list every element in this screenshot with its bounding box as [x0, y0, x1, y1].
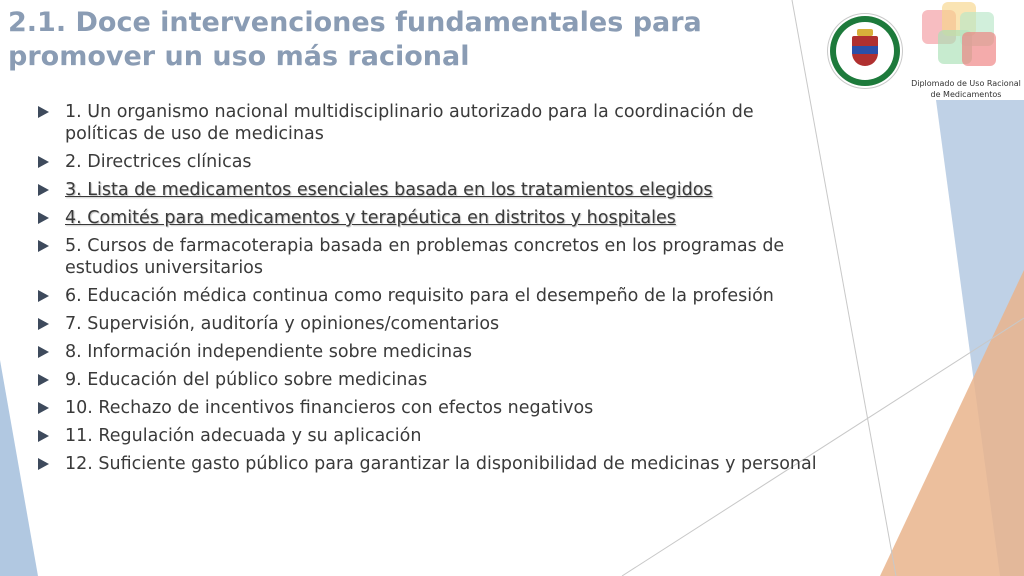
bullet-arrow-icon — [38, 106, 49, 118]
list-item — [36, 285, 826, 307]
list-item-text: 8. Información independiente sobre medicinas — [65, 342, 472, 362]
university-seal-icon — [830, 16, 900, 86]
bullet-arrow-icon — [38, 430, 49, 442]
list-item-link[interactable]: 3. Lista de medicamentos esenciales basada en los tratamientos elegidos — [65, 180, 713, 200]
seal-band — [852, 46, 878, 54]
list-item — [36, 397, 826, 419]
bullet-arrow-icon — [38, 402, 49, 414]
bullet-arrow-icon — [38, 184, 49, 196]
slide-title: 2.1. Doce intervenciones fundamentales para promover un uso más racional — [8, 7, 702, 72]
list-item — [36, 341, 826, 363]
list-item-text: 10. Rechazo de incentivos financieros con efectos negativos — [65, 398, 594, 418]
list-item-text: 12. Suficiente gasto público para garantizar la disponibilidad de medicinas y personal — [65, 454, 817, 474]
list-item-text: 1. Un organismo nacional multidisciplinario autorizado para la coordinación de políticas de uso de medicinas — [65, 102, 754, 144]
list-item — [36, 453, 826, 475]
seal-crown — [857, 29, 873, 36]
list-item-text: 5. Cursos de farmacoterapia basada en problemas concretos en los programas de estudios universitarios — [65, 236, 785, 278]
left-accent-strip — [0, 360, 38, 576]
list-item-text: 2. Directrices clínicas — [65, 152, 252, 172]
right-orange-panel — [880, 270, 1024, 576]
list-item — [36, 101, 826, 145]
list-item — [36, 369, 826, 391]
square-red — [962, 32, 996, 66]
bullet-arrow-icon — [38, 458, 49, 470]
list-item — [36, 151, 826, 173]
list-item-text: 6. Educación médica continua como requisito para el desempeño de la profesión — [65, 286, 774, 306]
list-item-text: 9. Educación del público sobre medicinas — [65, 370, 428, 390]
list-item — [36, 235, 826, 279]
bullet-arrow-icon — [38, 156, 49, 168]
bullet-arrow-icon — [38, 318, 49, 330]
organization-caption: Diplomado de Uso Racional de Medicamentos — [911, 79, 1021, 99]
bullet-arrow-icon — [38, 374, 49, 386]
bullet-arrow-icon — [38, 212, 49, 224]
bullet-arrow-icon — [38, 240, 49, 252]
list-item — [36, 207, 826, 229]
list-item — [36, 313, 826, 335]
list-item — [36, 179, 826, 201]
interventions-list — [36, 101, 826, 481]
list-item-text: 11. Regulación adecuada y su aplicación — [65, 426, 422, 446]
list-item-link[interactable]: 4. Comités para medicamentos y terapéutica en distritos y hospitales — [65, 208, 676, 228]
list-item — [36, 425, 826, 447]
bullet-arrow-icon — [38, 346, 49, 358]
list-item-text: 7. Supervisión, auditoría y opiniones/comentarios — [65, 314, 500, 334]
bullet-arrow-icon — [38, 290, 49, 302]
colored-squares-logo — [920, 2, 1000, 78]
